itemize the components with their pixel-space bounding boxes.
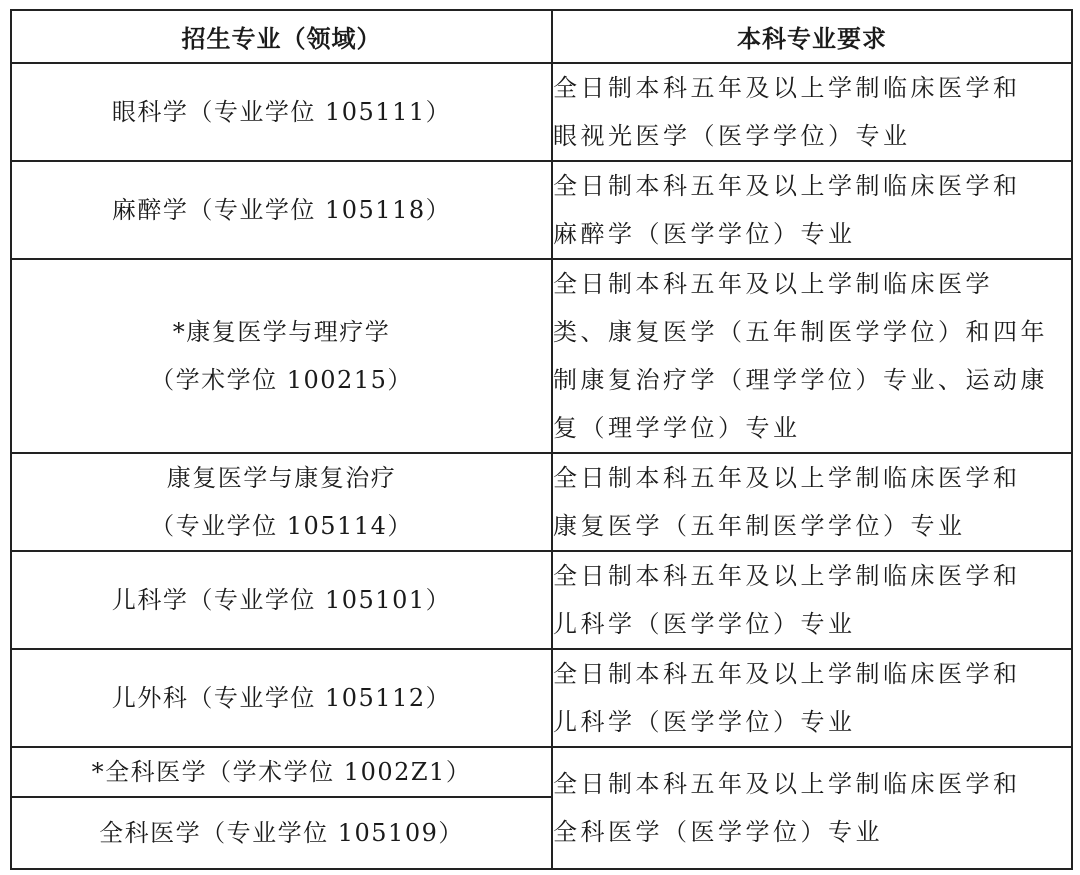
major-cell	[11, 453, 552, 551]
requirement-cell	[552, 259, 1072, 453]
major-text: 康复医学与康复治疗	[166, 464, 397, 492]
major-text: （学术学位 100215）	[150, 366, 413, 394]
major-text: *康复医学与理疗学	[172, 318, 391, 346]
requirement-text: 全日制本科五年及以上学制临床医学和	[553, 74, 1021, 102]
requirement-text: 麻醉学（医学学位）专业	[553, 220, 856, 248]
requirement-text: 全科医学（医学学位）专业	[553, 818, 883, 846]
major-cell	[11, 551, 552, 649]
requirement-text: 全日制本科五年及以上学制临床医学和	[553, 770, 1021, 798]
requirement-text: 全日制本科五年及以上学制临床医学和	[553, 172, 1021, 200]
table-header-row	[11, 10, 1072, 63]
major-cell	[11, 747, 552, 797]
table-row	[11, 161, 1072, 259]
requirement-cell	[552, 747, 1072, 869]
requirement-cell	[552, 161, 1072, 259]
major-text: 儿外科（专业学位 105112）	[111, 684, 452, 712]
requirement-text: 儿科学（医学学位）专业	[553, 708, 856, 736]
requirement-text: 类、康复医学（五年制医学学位）和四年	[553, 318, 1048, 346]
major-cell	[11, 649, 552, 747]
major-cell	[11, 259, 552, 453]
major-text: *全科医学（学术学位 1002Z1）	[91, 758, 472, 786]
table-row	[11, 453, 1072, 551]
requirement-text: 制康复治疗学（理学学位）专业、运动康	[553, 366, 1048, 394]
table-row	[11, 551, 1072, 649]
table-row	[11, 747, 1072, 797]
major-text: 儿科学（专业学位 105101）	[111, 586, 452, 614]
admission-requirements-table	[10, 9, 1073, 870]
requirement-text: 全日制本科五年及以上学制临床医学和	[553, 562, 1021, 590]
requirement-text: 全日制本科五年及以上学制临床医学和	[553, 660, 1021, 688]
requirement-text: 儿科学（医学学位）专业	[553, 610, 856, 638]
requirement-text: 全日制本科五年及以上学制临床医学和	[553, 464, 1021, 492]
requirement-text: 康复医学（五年制医学学位）专业	[553, 512, 966, 540]
major-cell	[11, 63, 552, 161]
major-text: 全科医学（专业学位 105109）	[99, 819, 464, 847]
header-major: 招生专业（领域）	[11, 10, 552, 63]
major-text: 麻醉学（专业学位 105118）	[111, 196, 452, 224]
requirement-text: 复（理学学位）专业	[553, 414, 801, 442]
requirement-text: 全日制本科五年及以上学制临床医学	[553, 270, 993, 298]
major-text: 眼科学（专业学位 105111）	[111, 98, 452, 126]
requirement-cell	[552, 453, 1072, 551]
requirement-text: 眼视光医学（医学学位）专业	[553, 122, 911, 150]
requirement-cell	[552, 63, 1072, 161]
major-cell	[11, 161, 552, 259]
requirement-cell	[552, 649, 1072, 747]
requirement-cell	[552, 551, 1072, 649]
table-row	[11, 649, 1072, 747]
major-text: （专业学位 105114）	[150, 512, 413, 540]
table-row	[11, 63, 1072, 161]
header-requirement: 本科专业要求	[552, 10, 1072, 63]
major-cell	[11, 797, 552, 869]
table-row	[11, 259, 1072, 453]
